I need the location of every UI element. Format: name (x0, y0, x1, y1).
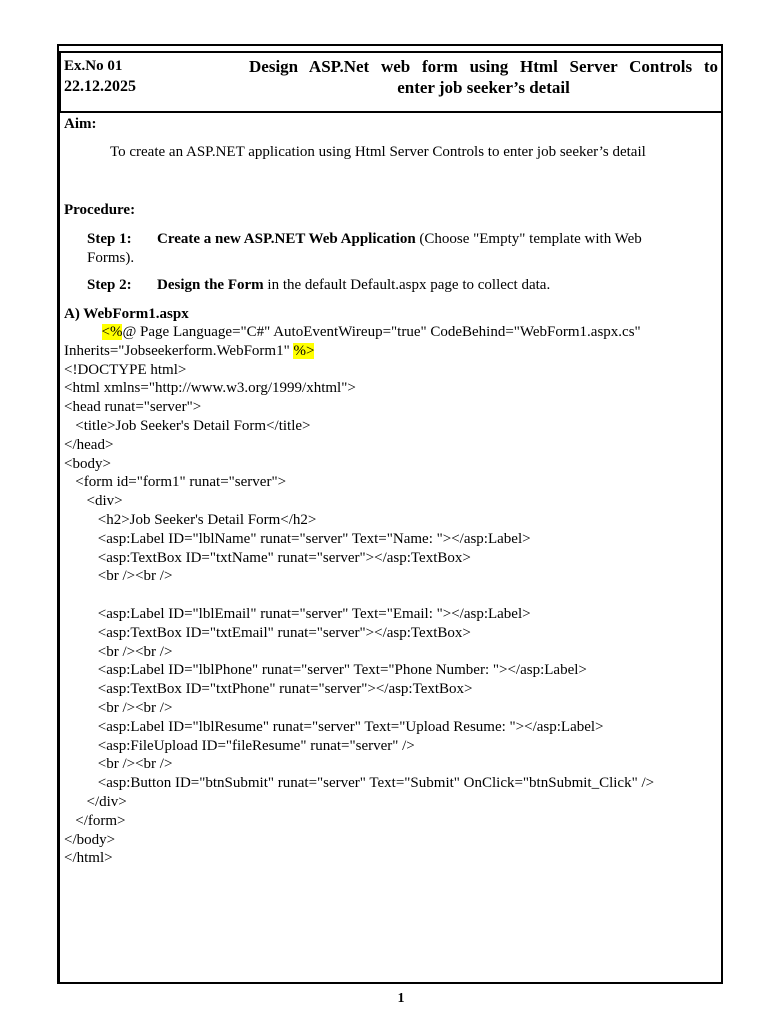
code-line-inherits (64, 342, 654, 361)
code-line (64, 586, 654, 605)
directive-close-highlight: %> (293, 342, 315, 359)
step-2-number: Step 2: (87, 277, 132, 293)
code-line: <div> (64, 493, 123, 510)
aim-heading: Aim: (64, 116, 97, 132)
code-line: <body> (64, 455, 111, 472)
exercise-number: Ex.No 01 (64, 58, 123, 74)
code-line: <asp:Label ID="lblName" runat="server" Text="Name: "></asp:Label> (64, 530, 531, 547)
code-indent (64, 324, 102, 340)
directive-open-highlight: <% (101, 324, 123, 340)
step-2-text: in the default Default.aspx page to collect data. (263, 277, 551, 293)
code-line: </body> (64, 831, 116, 848)
code-line: <asp:Label ID="lblResume" runat="server" Text="Upload Resume: "></asp:Label> (64, 718, 604, 735)
title-line-1: Design ASP.Net web form using Html Server Controls to (249, 57, 718, 76)
procedure-step-1 (87, 230, 687, 268)
step-1-text: (Choose "Empty" template with Web Forms). (87, 231, 642, 266)
code-line: <asp:TextBox ID="txtName" runat="server"></asp:TextBox> (64, 549, 471, 566)
procedure-heading: Procedure: (64, 202, 136, 218)
code-line: <html xmlns="http://www.w3.org/1999/xhtml"> (64, 380, 356, 397)
procedure-step-2 (87, 277, 550, 294)
code-line: <head runat="server"> (64, 399, 202, 416)
step-1-number: Step 1: (87, 231, 132, 247)
code-listing (64, 323, 654, 868)
exercise-date: 22.12.2025 (64, 78, 136, 95)
code-line: <br /><br /> (64, 643, 173, 660)
step-2-title: Design the Form (157, 277, 264, 293)
aim-text: To create an ASP.NET application using Html Server Controls to enter job seeker’s detail (110, 144, 646, 160)
title-line-2: enter job seeker’s detail (397, 78, 570, 97)
directive-text: @ Page Language="C#" AutoEventWireup="true" CodeBehind="WebForm1.aspx.cs" (122, 324, 641, 340)
code-line: </head> (64, 436, 114, 453)
code-line: <asp:FileUpload ID="fileResume" runat="server" /> (64, 737, 415, 754)
code-line: </html> (64, 850, 113, 867)
code-line: <br /><br /> (64, 699, 173, 716)
code-line: <h2>Job Seeker's Detail Form</h2> (64, 511, 317, 528)
code-line: <asp:TextBox ID="txtPhone" runat="server"></asp:TextBox> (64, 681, 473, 698)
page-number: 1 (397, 991, 405, 1006)
code-line: <form id="form1" runat="server"> (64, 474, 287, 491)
code-line: <br /><br /> (64, 568, 173, 585)
code-line: <asp:Label ID="lblPhone" runat="server" Text="Phone Number: "></asp:Label> (64, 662, 587, 679)
step-1-title: Create a new ASP.NET Web Application (157, 231, 416, 247)
code-line: <title>Job Seeker's Detail Form</title> (64, 417, 311, 434)
code-line: <br /><br /> (64, 756, 173, 773)
code-line: <!DOCTYPE html> (64, 361, 187, 378)
code-line: <asp:Label ID="lblEmail" runat="server" Text="Email: "></asp:Label> (64, 605, 531, 622)
inherits-text: Inherits="Jobseekerform.WebForm1" (64, 342, 294, 359)
code-line: </form> (64, 812, 126, 829)
code-line: </div> (64, 793, 127, 810)
code-line-directive (64, 323, 654, 342)
code-line: <asp:Button ID="btnSubmit" runat="server" Text="Submit" OnClick="btnSubmit_Click" /> (64, 775, 655, 792)
section-title: A) WebForm1.aspx (64, 306, 189, 322)
code-line: <asp:TextBox ID="txtEmail" runat="server"></asp:TextBox> (64, 624, 471, 641)
